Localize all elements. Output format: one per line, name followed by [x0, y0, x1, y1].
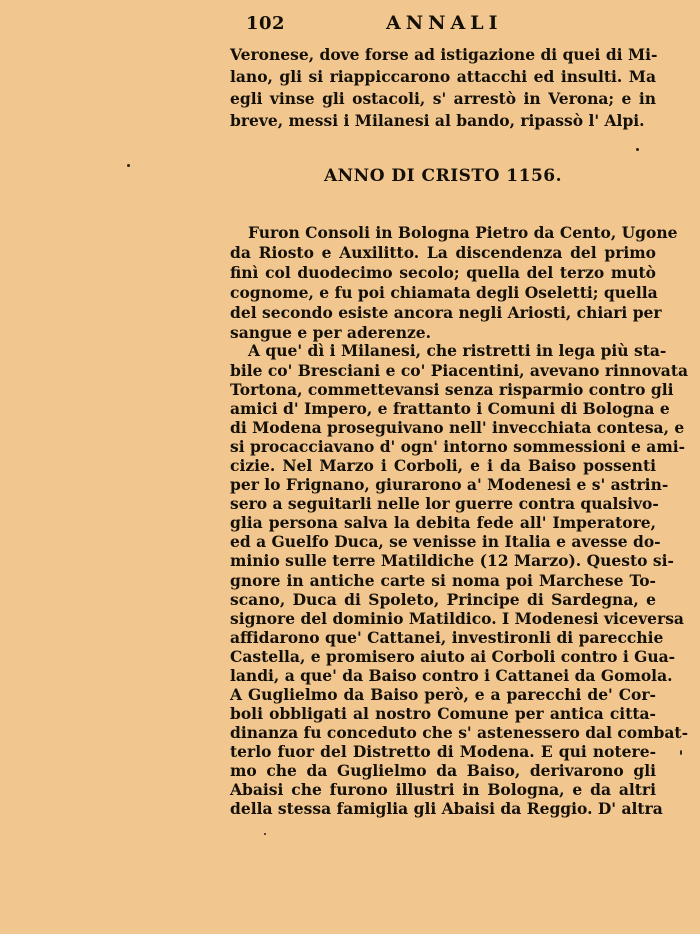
text-line: per lo Frignano, giurarono a' Modenesi e s' astrin-	[230, 475, 669, 494]
text-line: breve, messi i Milanesi al bando, ripassò l' Alpi.	[230, 111, 645, 130]
text-line: landi, a que' da Baiso contro i Cattanei da Gomola.	[230, 666, 673, 685]
text-line: amici d' Impero, e frattanto i Comuni di Bologna e	[230, 399, 670, 418]
running-title: ANNALI	[386, 12, 503, 34]
text-line: lano, gli si riappiccarono attacchi ed insulti. Ma	[230, 67, 656, 86]
text-line: del secondo esiste ancora negli Ariosti, chiari per	[230, 303, 662, 322]
text-line: della stessa famiglia gli Abaisi da Reggio. D' altra	[230, 799, 663, 818]
text-line: bile co' Bresciani e co' Piacentini, avevano rinnovata	[230, 361, 689, 380]
text-line: A que' dì i Milanesi, che ristretti in lega più sta-	[248, 341, 667, 360]
text-line: minio sulle terre Matildiche (12 Marzo). Questo si-	[230, 551, 674, 570]
text-line: egli vinse gli ostacoli, s' arrestò in Verona; e in	[230, 89, 656, 108]
text-line: cizie. Nel Marzo i Corboli, e i da Baiso possenti	[230, 456, 656, 475]
text-line: Tortona, commettevansi senza risparmio contro gli	[230, 380, 674, 399]
text-line: mo che da Guglielmo da Baiso, derivarono gli	[230, 761, 656, 780]
text-line: Abaisi che furono illustri in Bologna, e da altri	[230, 780, 656, 799]
text-line: glia persona salva la debita fede all' Imperatore,	[230, 513, 656, 532]
page-header	[246, 13, 656, 37]
ink-speck	[127, 164, 130, 167]
text-line: finì col duodecimo secolo; quella del terzo mutò	[230, 263, 656, 282]
text-line: gnore in antiche carte si noma poi Marchese To-	[230, 571, 656, 590]
text-line: Castella, e promisero aiuto ai Corboli contro i Gua-	[230, 647, 676, 666]
text-line: Veronese, dove forse ad istigazione di quei di Mi-	[230, 45, 658, 64]
section-heading: ANNO DI CRISTO 1156.	[323, 166, 563, 186]
text-line: terlo fuor del Distretto di Modena. E qui notere-	[230, 742, 656, 761]
text-line: A Guglielmo da Baiso però, e a parecchi de' Cor-	[230, 685, 656, 704]
ink-speck	[636, 148, 639, 151]
page-number: 102	[246, 13, 286, 34]
text-line: scano, Duca di Spoleto, Principe di Sardegna, e	[230, 590, 656, 609]
text-line: da Riosto e Auxilitto. La discendenza del primo	[230, 243, 656, 262]
ink-speck	[264, 833, 266, 835]
text-line: Furon Consoli in Bologna Pietro da Cento, Ugone	[248, 223, 678, 242]
text-line: di Modena proseguivano nell' invecchiata contesa, e	[230, 418, 685, 437]
text-line: cognome, e fu poi chiamata degli Oseletti; quella	[230, 283, 658, 302]
text-line: boli obbligati al nostro Comune per antica citta-	[230, 704, 656, 723]
text-line: signore del dominio Matildico. I Modenesi viceversa	[230, 609, 684, 628]
text-line: ed a Guelfo Duca, se venisse in Italia e avesse do-	[230, 532, 661, 551]
text-line: sero a seguitarli nelle lor guerre contra qualsivo-	[230, 494, 659, 513]
ink-speck	[680, 750, 682, 755]
text-line: sangue e per aderenze.	[230, 323, 432, 342]
text-line: si procacciavano d' ogn' intorno sommessioni e ami-	[230, 437, 686, 456]
text-line: dinanza fu conceduto che s' astenessero dal combat-	[230, 723, 689, 742]
text-line: affidarono que' Cattanei, investironli di parecchie	[230, 628, 664, 647]
